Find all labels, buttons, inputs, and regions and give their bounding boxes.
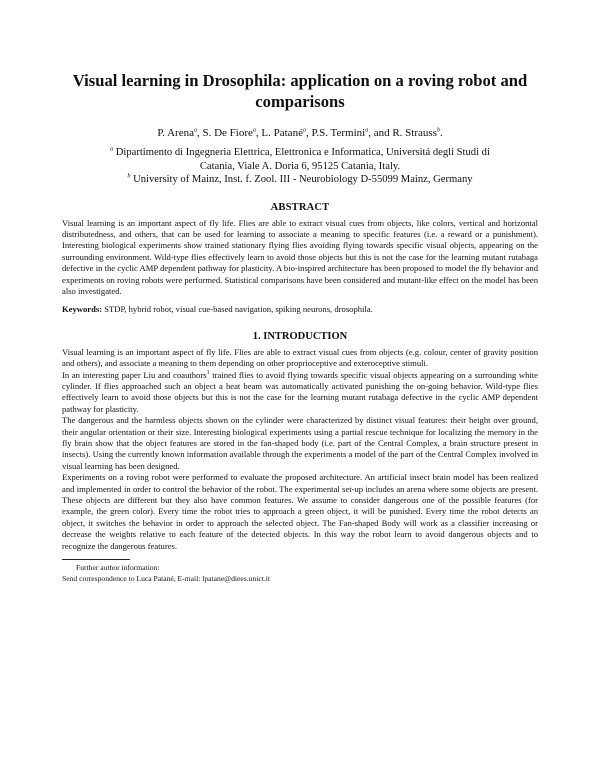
paper-page — [62, 70, 538, 584]
author-list: P. Arena$^a$, S. De Fiore$^a$, L. Patané$^a$, P.S. Termini$^a$, and R. Strauss$^b$. — [157, 127, 443, 139]
citation-ref: 1 — [206, 369, 210, 376]
keywords-text: STDP, hybrid robot, visual cue-based navigation, spiking neurons, drosophila. — [104, 304, 373, 315]
affil-mark: a — [193, 127, 197, 134]
keywords-label: Keywords: — [62, 304, 103, 315]
abstract-text: Visual learning is an important aspect of fly life. Flies are able to extract visual cues from objects, like colors, vertical and horizontal distributedness, and others, that can be used for learning to associate a meaning to specific features (i.e. a reward or a punishment). Interesting biological experiments show trained stationary flying flies avoiding flying towards specific visual objects, appearing on the surrounding environment. Wild-type flies effectively learn to avoid those objects but this is not the case for the learning mutant rutabaga defective in the cyclic AMP dependent pathway for plasticity. A bio-inspired architecture has been proposed to model the fly behavior and experiments on roving robots were performed. Statistical comparisons have been considered and mutant-like effect on the model has been also investigated. — [62, 217, 538, 296]
intro-paragraph-1: Visual learning is an important aspect of fly life. Flies are able to extract visual cues from objects (e.g. colour, center of gravity position and others), and associate a meaning to them depending on other proprioceptive and exteroceptive stimuli. — [62, 346, 538, 369]
affil-mark: a — [365, 127, 369, 134]
intro-paragraph-2: In an interesting paper Liu and coauthors$^1$ trained flies to avoid flying towards specific visual objects appearing on a surrounding white cylinder. If flies approached such an object a heat beam was automatically activated punishing the on-going behavior. Wild-type flies effectively learn to avoid those objects but this is not the case for the learning mutant rutabaga defective in the cyclic AMP dependent pathway for plasticity. — [62, 369, 538, 414]
keywords — [62, 304, 538, 315]
intro-paragraph-4: Experiments on a roving robot were performed to evaluate the proposed architecture. An artificial insect brain model has been realized and implemented in order to control the behavior of the robot. The experimental set-up includes an arena where some objects are present. These objects are different but they also have common features. We assume to consider dangerous one of the possible features (for example, the green color). Every time the robot tries to approach a green object, it will be punished. Every time the robot detects an object, it switches the behavior in order to approach the selected object. The Fan-shaped Body will work as a classifier increasing or decrease the weights relative to each feature of the detected objects. In this way the robot learn to avoid dangerous objects and to recognize the dangerous features. — [62, 472, 538, 551]
section-heading-introduction: 1. INTRODUCTION — [252, 330, 348, 342]
footnote-divider — [62, 559, 130, 560]
paper-title: Visual learning in Drosophila: application on a roving robot and comparisons — [72, 71, 528, 111]
author-strauss: and R. Strauss — [373, 127, 437, 139]
affil-mark: a — [302, 127, 306, 134]
footnote-author-info: Further author information: — [76, 563, 160, 573]
intro-paragraph-3: The dangerous and the harmless objects shown on the cylinder were characterized by distinct visual features: their height over ground, their angular orientation or their size. Interesting biological experiments using a partial rescue technique for localizing the memory in the fly brain show that the object features are stored in the fan-shaped body (i.e. part of the Central Complex, a brain structure present in insects). Using the currently known information available through the experiments a model of the part of the Central Complex involved in visual learning has been designed. — [62, 415, 538, 471]
author-termini: P.S. Termini — [311, 127, 366, 139]
affiliation-a-line2: Catania, Viale A. Doria 6, 95125 Catania, Italy. — [199, 160, 401, 172]
affiliation-b: $^b$ University of Mainz, Inst. f. Zool. III - Neurobiology D-55099 Mainz, Germany — [127, 173, 473, 185]
author-arena: P. Arena — [157, 127, 194, 139]
author-de-fiore: S. De Fiore — [202, 127, 253, 139]
abstract-heading: ABSTRACT — [270, 201, 330, 213]
affiliation-a: $^a$ Dipartimento di Ingegneria Elettrica, Elettronica e Informatica, Universitá degli Studi di — [110, 146, 490, 158]
affil-mark: b — [436, 127, 440, 134]
affiliations — [62, 146, 538, 187]
author-patane: L. Patané — [261, 127, 303, 139]
footnote-correspondence: Send correspondence to Luca Patané, E-mail: lpatane@diees.unict.it — [62, 573, 270, 583]
affil-mark: a — [252, 127, 256, 134]
